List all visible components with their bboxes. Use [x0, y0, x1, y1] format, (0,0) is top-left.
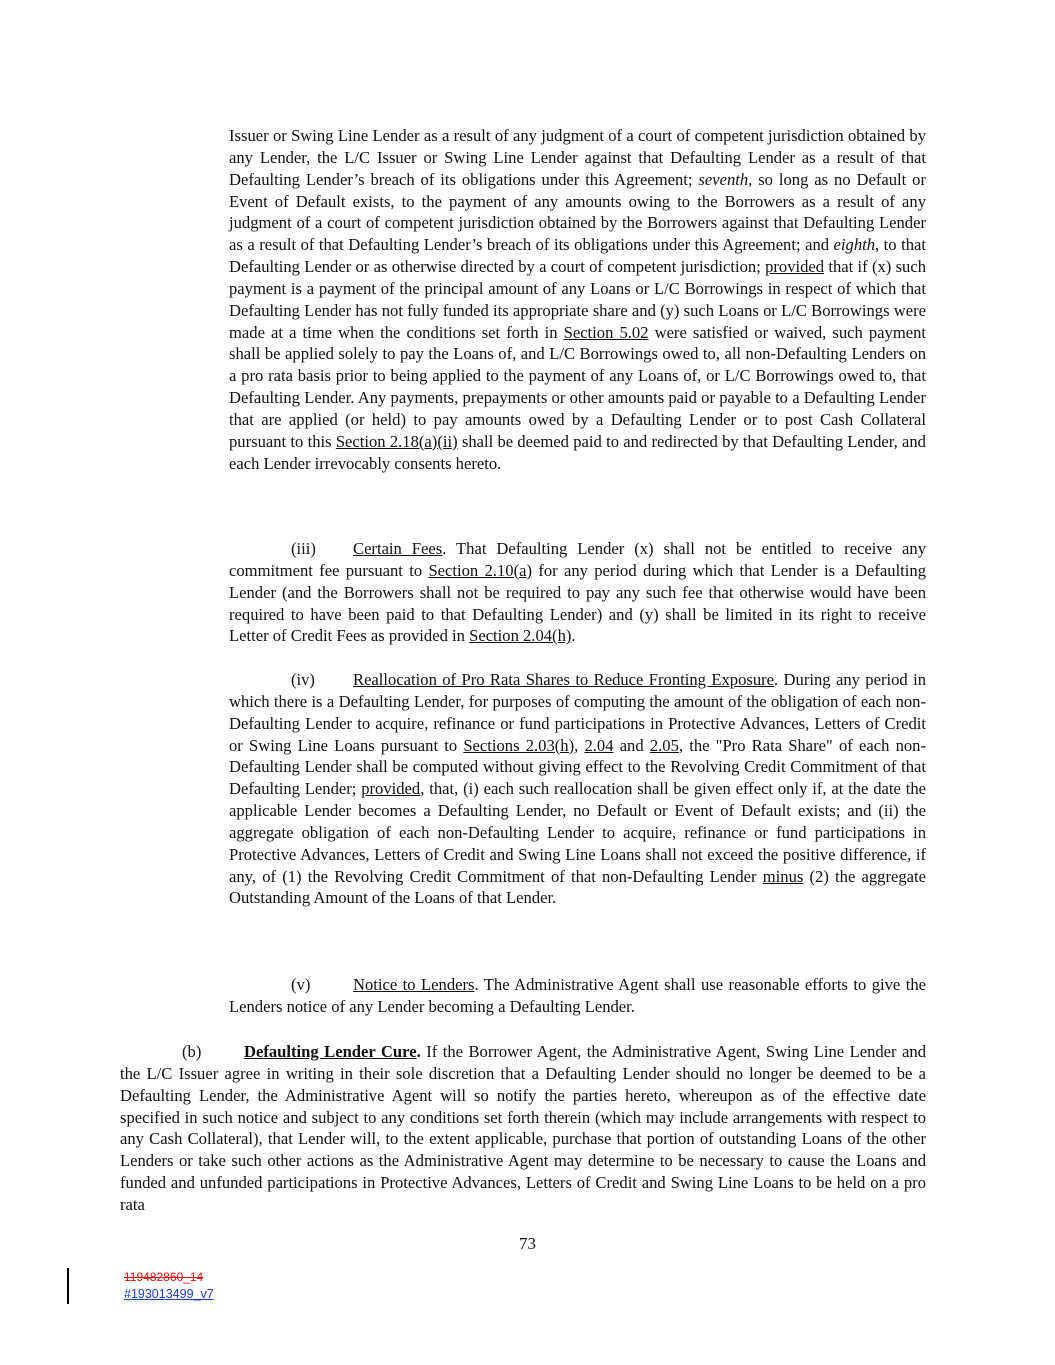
doc-id-old: 119482860_14 [124, 1270, 204, 1284]
section-2-04-ref[interactable]: 2.04 [584, 735, 614, 755]
section-2-05-ref[interactable]: 2.05 [649, 735, 679, 755]
clause-iii-certain-fees: (iii) Certain Fees. That Defaulting Lender (x) shall not be entitled to receive any commitment fee pursuant to Section 2.10(a) for any period during which that Lender is a Defaulting Lender (and the Borrowers shall not be required to pay any such fee that otherwise would have been required to have been paid to that Defaulting Lender) and (y) shall be limited in its right to receive Letter of Credit Fees as provided in Section 2.04(h). [229, 539, 926, 646]
paragraph-continuation: Issuer or Swing Line Lender as a result of any judgment of a court of competent jurisdiction obtained by any Lender, the L/C Issuer or Swing Line Lender against that Defaulting Lender as a result of that Defaulting Lender’s breach of its obligations under this Agreement; seventh, so long as no Default or Event of Default exists, to the payment of any amounts owing to the Borrowers as a result of any judgment of a court of competent jurisdiction obtained by the Borrowers against that Defaulting Lender as a result of that Defaulting Lender’s breach of its obligations under this Agreement; and eighth, to that Defaulting Lender or as otherwise directed by a court of competent jurisdiction; provided that if (x) such payment is a payment of the principal amount of any Loans or L/C Borrowings in respect of which that Defaulting Lender has not fully funded its appropriate share and (y) such Loans or L/C Borrowings were made at a time when the conditions set forth in Section 5.02 were satisfied or waived, such payment shall be applied solely to pay the Loans of, and L/C Borrowings owed to, all non-Defaulting Lenders on a pro rata basis prior to being applied to the payment of any Loans of, or L/C Borrowings owed to, that Defaulting Lender. Any payments, prepayments or other amounts paid or payable to a Defaulting Lender that are applied (or held) to pay amounts owed by a Defaulting Lender or to post Cash Collateral pursuant to this Section 2.18(a)(ii) shall be deemed paid to and redirected by that Defaulting Lender, and each Lender irrevocably consents hereto. [229, 126, 927, 473]
emphasis-eighth: eighth [833, 235, 876, 255]
clause-heading-reallocation: Reallocation of Pro Rata Shares to Reduce Fronting Exposure [353, 670, 775, 689]
emphasis-seventh: seventh [698, 169, 749, 189]
clause-heading-notice: Notice to Lenders [353, 975, 475, 994]
clause-number-iv: (iv) [291, 670, 315, 689]
section-5-02-ref[interactable]: Section 5.02 [563, 322, 649, 342]
revision-bar [67, 1268, 69, 1304]
page-number: 73 [519, 1234, 536, 1253]
clause-b-defaulting-lender-cure: (b) Defaulting Lender Cure. If the Borrower Agent, the Administrative Agent, Swing Line Lender and the L/C Issuer agree in writing in their sole discretion that a Defaulting Lender should no longer be deemed to be a Defaulting Lender, the Administrative Agent will so notify the parties hereto, whereupon as of the effective date specified in such notice and subject to any conditions set forth therein (which may include arrangements with respect to any Cash Collateral), that Lender will, to the extent applicable, purchase that portion of outstanding Loans of the other Lenders or take such other actions as the Administrative Agent may determine to be necessary to cause the Loans and funded and unfunded participations in Protective Advances, Letters of Credit and Swing Line Loans to be held on a pro rata [120, 1042, 926, 1214]
section-2-04h-ref[interactable]: Section 2.04(h) [469, 626, 572, 646]
minus-term: minus [762, 866, 804, 886]
doc-id-new[interactable]: #193013499_v7 [124, 1287, 214, 1301]
clause-v-notice: (v) Notice to Lenders. The Administrative Agent shall use reasonable efforts to give the Lenders notice of any Lender becoming a Defaulting Lender. [229, 975, 926, 1016]
clause-heading-certain-fees: Certain Fees [353, 539, 443, 558]
section-2-18-ref[interactable]: Section 2.18(a)(ii) [335, 431, 458, 451]
section-2-10-ref[interactable]: Section 2.10(a) [428, 560, 532, 580]
clause-number-b: (b) [182, 1042, 202, 1061]
clause-number-iii: (iii) [291, 539, 316, 558]
section-2-03h-ref[interactable]: Sections 2.03(h) [463, 735, 575, 755]
provided-term: provided [765, 257, 825, 277]
clause-heading-cure: Defaulting Lender Cure [244, 1042, 417, 1061]
clause-iv-reallocation: (iv) Reallocation of Pro Rata Shares to Reduce Fronting Exposure. During any period in which there is a Defaulting Lender, for purposes of computing the amount of the obligation of each non-Defaulting Lender to acquire, refinance or fund participations in Protective Advances, Letters of Credit or Swing Line Loans pursuant to Sections 2.03(h), 2.04 and 2.05, the "Pro Rata Share" of each non-Defaulting Lender shall be computed without giving effect to the Revolving Credit Commitment of that Defaulting Lender; provided, that, (i) each such reallocation shall be given effect only if, at the date the applicable Lender becomes a Defaulting Lender, no Default or Event of Default exists; and (ii) the aggregate obligation of each non-Defaulting Lender to acquire, refinance or fund participations in Protective Advances, Letters of Credit and Swing Line Loans shall not exceed the positive difference, if any, of (1) the Revolving Credit Commitment of that non-Defaulting Lender minus (2) the aggregate Outstanding Amount of the Loans of that Lender. [229, 670, 926, 908]
provided-term-iv: provided [361, 779, 421, 799]
clause-number-v: (v) [291, 975, 311, 994]
